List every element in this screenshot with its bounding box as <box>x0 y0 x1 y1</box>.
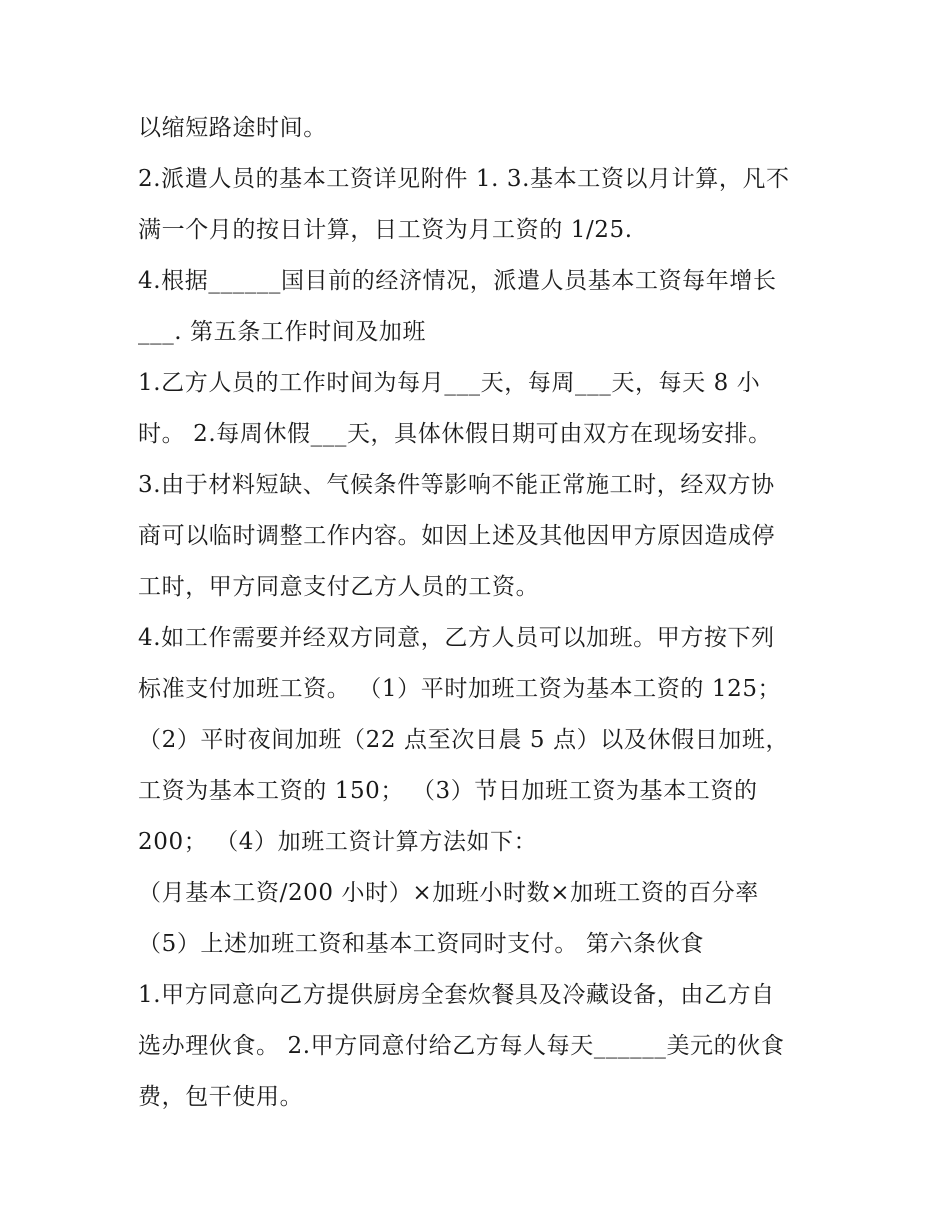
text-line: 选办理伙食。 2.甲方同意付给乙方每人每天______美元的伙食 <box>138 1033 785 1059</box>
text-line: 费，包干使用。 <box>138 1084 304 1110</box>
text-line: 2.派遣人员的基本工资详见附件 1. 3.基本工资以月计算，凡不 <box>138 166 790 192</box>
text-line: 4.根据______国目前的经济情况，派遣人员基本工资每年增长 <box>138 268 777 294</box>
text-line: （月基本工资/200 小时）×加班小时数×加班工资的百分率 <box>138 880 759 906</box>
text-line: 满一个月的按日计算，日工资为月工资的 1/25. <box>138 217 633 243</box>
text-line: 200； （4）加班工资计算方法如下： <box>138 829 538 855</box>
text-line: 时。 2.每周休假___天，具体休假日期可由双方在现场安排。 <box>138 421 772 447</box>
text-line: ___. 第五条工作时间及加班 <box>138 319 427 345</box>
text-line: 4.如工作需要并经双方同意，乙方人员可以加班。甲方按下列 <box>138 625 775 651</box>
text-line: 商可以临时调整工作内容。如因上述及其他因甲方原因造成停 <box>138 523 776 549</box>
text-line: 以缩短路途时间。 <box>138 115 327 141</box>
text-line: 标准支付加班工资。 （1）平时加班工资为基本工资的 125； <box>138 676 782 702</box>
text-line: 工时，甲方同意支付乙方人员的工资。 <box>138 574 540 600</box>
text-line: 工资为基本工资的 150； （3）节日加班工资为基本工资的 <box>138 778 758 804</box>
text-line: 3.由于材料短缺、气候条件等影响不能正常施工时，经双方协 <box>138 472 775 498</box>
text-line: 1.甲方同意向乙方提供厨房全套炊餐具及冷藏设备，由乙方自 <box>138 982 775 1008</box>
text-line: （2）平时夜间加班（22 点至次日晨 5 点）以及休假日加班， <box>138 727 790 753</box>
text-line: 1.乙方人员的工作时间为每月___天，每周___天，每天 8 小 <box>138 370 761 396</box>
text-line: （5）上述加班工资和基本工资同时支付。 第六条伙食 <box>138 931 704 957</box>
